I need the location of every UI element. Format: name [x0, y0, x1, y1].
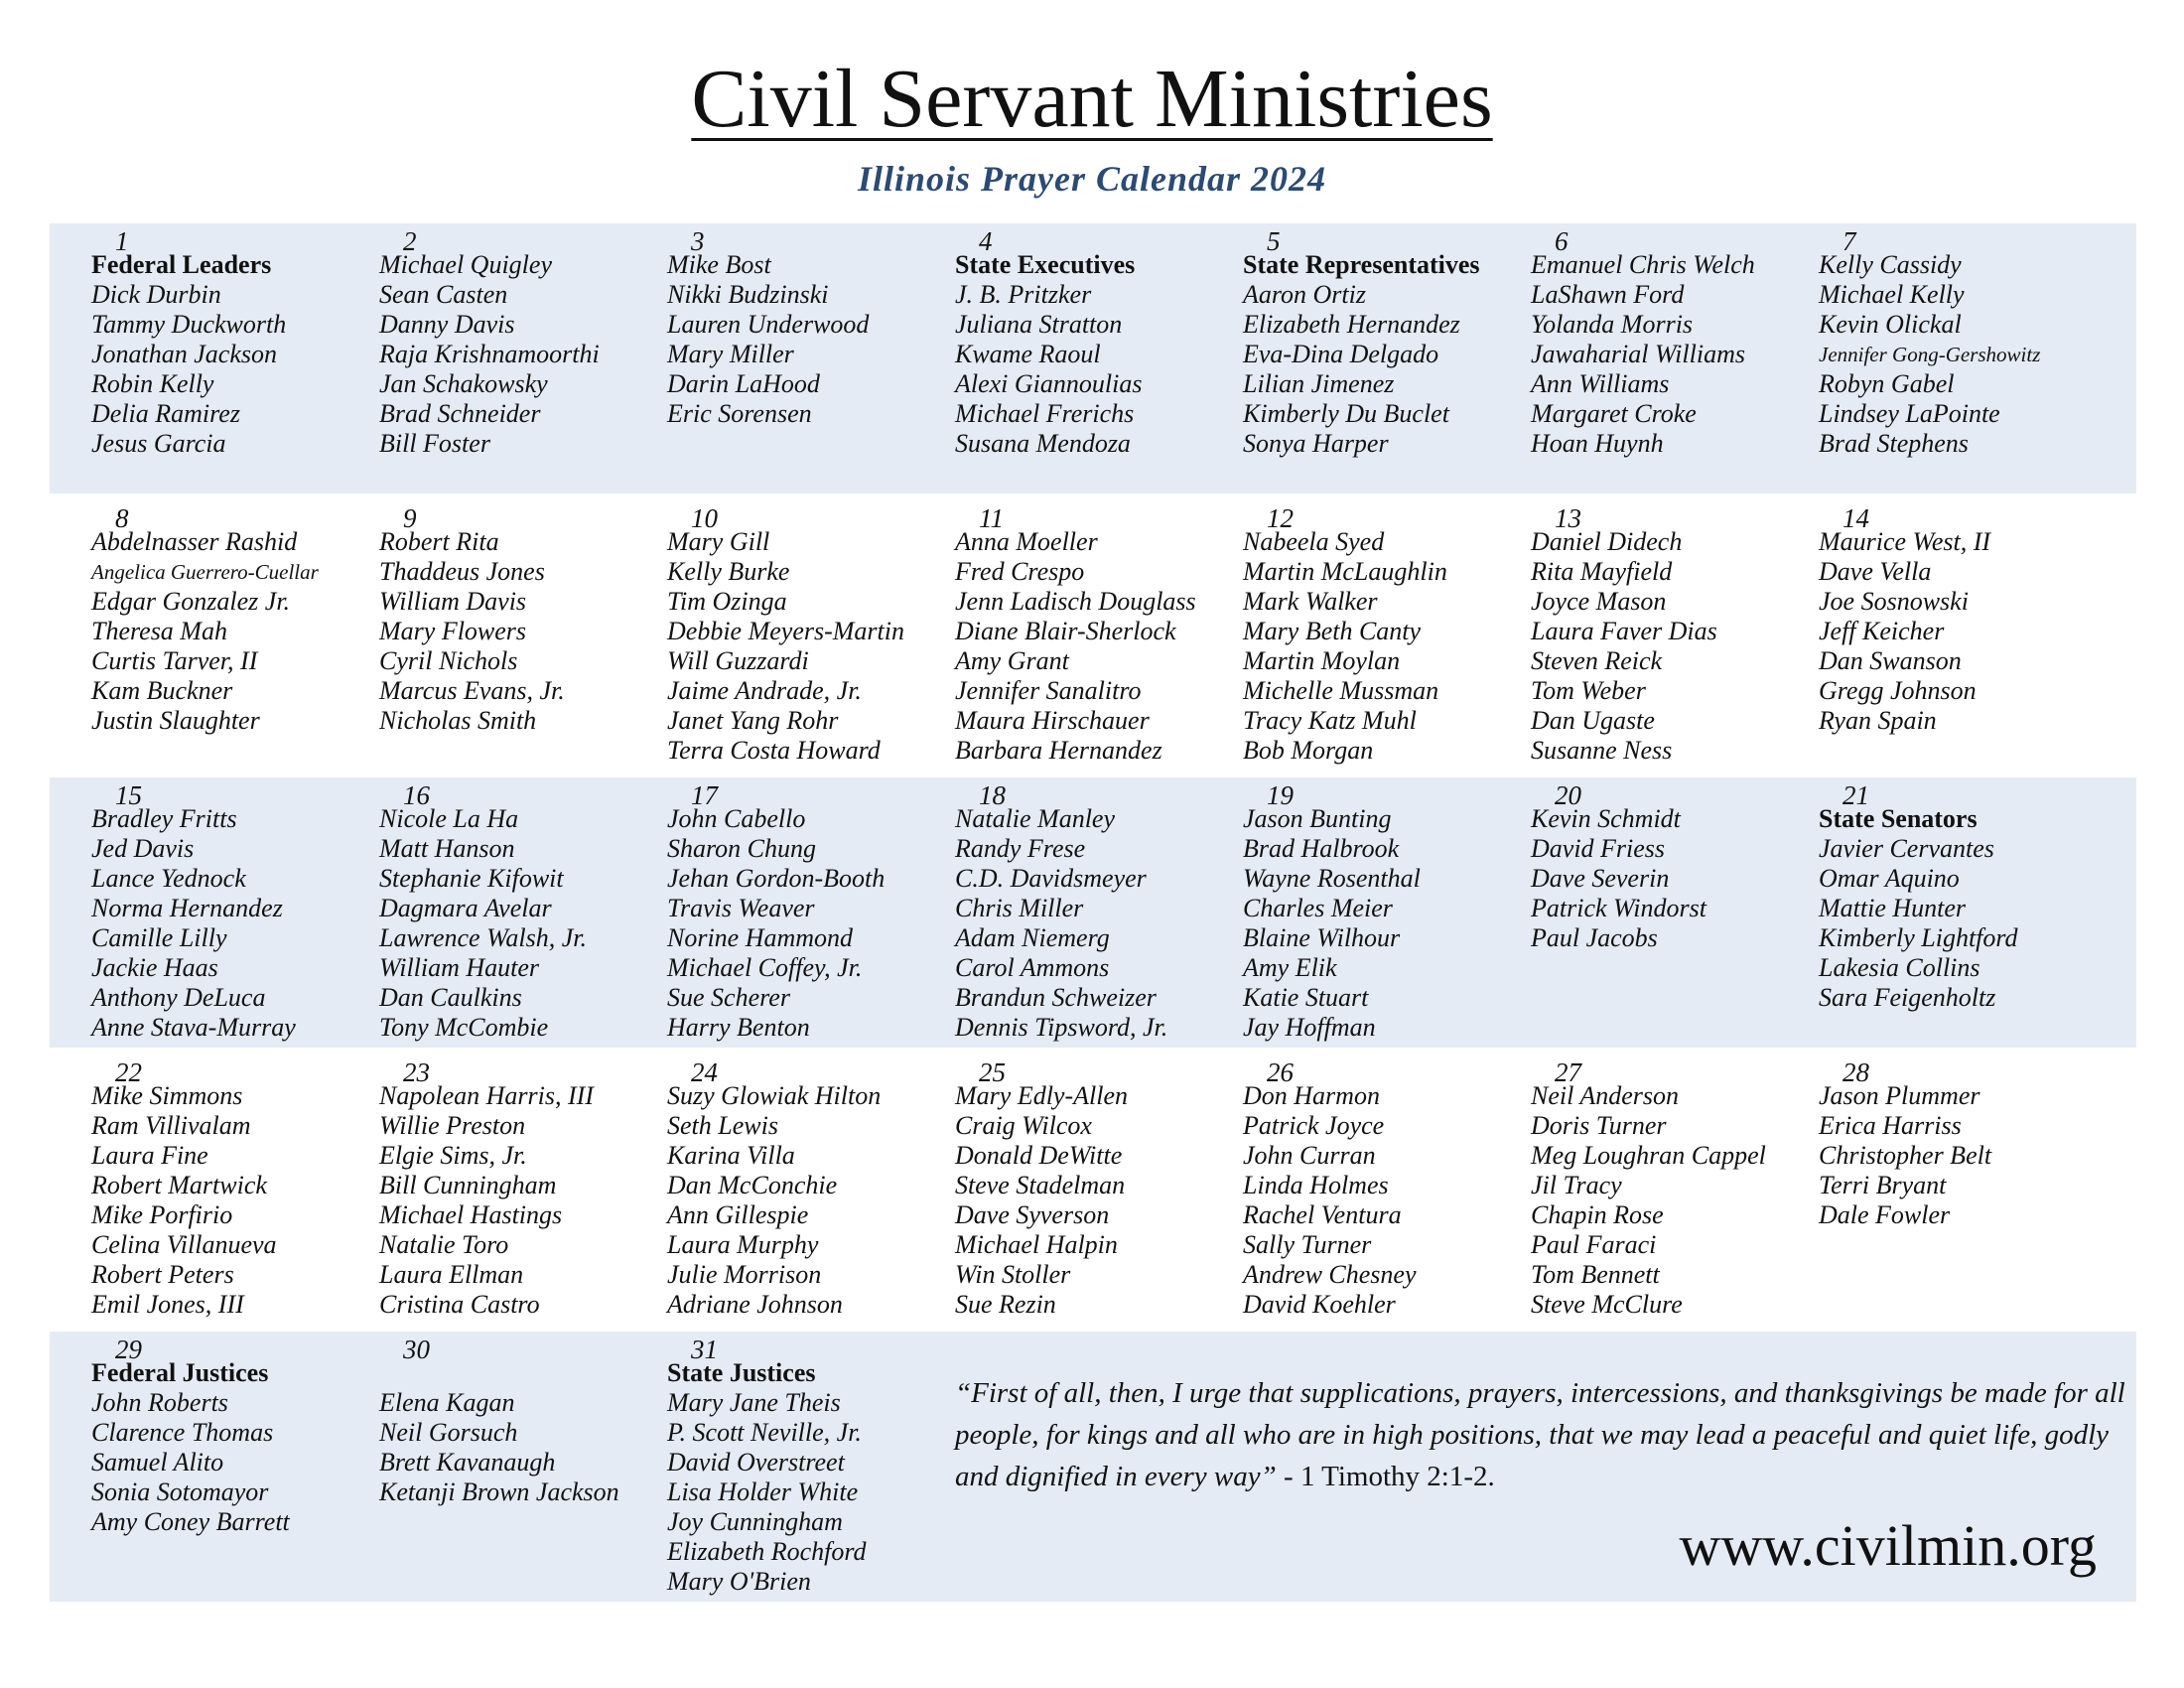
official-name: Lilian Jimenez — [1243, 369, 1395, 398]
official-name: Mary Miller — [667, 340, 794, 368]
page-subtitle: Illinois Prayer Calendar 2024 — [857, 159, 1327, 199]
official-name: Mike Bost — [667, 250, 771, 279]
official-name: Steve Stadelman — [955, 1171, 1126, 1199]
official-name: Justin Slaughter — [91, 706, 260, 735]
official-name: Dan Caulkins — [379, 983, 522, 1012]
official-name: Eric Sorensen — [667, 399, 812, 428]
official-name: Celina Villanueva — [91, 1230, 277, 1259]
official-name: Daniel Didech — [1531, 527, 1683, 556]
official-name: Brett Kavanaugh — [379, 1448, 556, 1477]
official-name: Brad Halbrook — [1243, 834, 1400, 863]
official-name: Ann Williams — [1531, 369, 1670, 398]
official-name: Blaine Wilhour — [1243, 923, 1401, 952]
name-list — [955, 250, 1142, 459]
official-name: Dagmara Avelar — [379, 894, 552, 922]
day-number: 9 — [403, 503, 417, 533]
official-name: Fred Crespo — [955, 557, 1085, 586]
day-number: 7 — [1843, 226, 1856, 256]
official-name: Mary Gill — [667, 527, 770, 556]
official-name: Andrew Chesney — [1243, 1260, 1417, 1289]
official-name: Dan McConchie — [667, 1171, 838, 1199]
official-name: Susanne Ness — [1531, 736, 1673, 765]
official-name: Raja Krishnamoorthi — [379, 340, 600, 368]
official-name: Craig Wilcox — [955, 1111, 1092, 1140]
official-name: Jason Plummer — [1819, 1081, 1980, 1110]
official-name: Natalie Manley — [955, 804, 1116, 833]
official-name: Linda Holmes — [1243, 1171, 1389, 1199]
official-name: Doris Turner — [1531, 1111, 1667, 1140]
official-name: John Cabello — [667, 804, 806, 833]
official-name: Ryan Spain — [1819, 706, 1937, 735]
official-name: John Curran — [1243, 1141, 1376, 1170]
official-name: William Hauter — [379, 953, 540, 982]
official-name: Win Stoller — [955, 1260, 1071, 1289]
official-name: Tony McCombie — [379, 1013, 549, 1042]
official-name: P. Scott Neville, Jr. — [667, 1418, 862, 1447]
official-name: Maura Hirschauer — [955, 706, 1150, 735]
official-name: Delia Ramirez — [91, 399, 240, 428]
official-name: Steven Reick — [1531, 646, 1663, 675]
official-name: Edgar Gonzalez Jr. — [91, 587, 291, 616]
name-list — [91, 1358, 290, 1537]
name-list — [379, 1081, 594, 1320]
official-name: Amy Grant — [955, 646, 1069, 675]
official-name: Dan Swanson — [1819, 646, 1962, 675]
day-number: 26 — [1267, 1057, 1294, 1087]
official-name: Bob Morgan — [1243, 736, 1374, 765]
official-name: Brad Stephens — [1819, 429, 1969, 458]
official-name: Eva-Dina Delgado — [1243, 340, 1439, 368]
name-list — [1819, 1081, 1991, 1230]
official-name: Margaret Croke — [1531, 399, 1697, 428]
official-name: Jehan Gordon-Booth — [667, 864, 886, 893]
official-name: Angelica Guerrero-Cuellar — [91, 560, 319, 584]
official-name: Jan Schakowsky — [379, 369, 548, 398]
name-list — [667, 250, 869, 429]
official-name: Chapin Rose — [1531, 1200, 1664, 1229]
official-name: Brandun Schweizer — [955, 983, 1157, 1012]
official-name: Sara Feigenholtz — [1819, 983, 1996, 1012]
official-name: Ketanji Brown Jackson — [379, 1477, 619, 1506]
name-list — [91, 1081, 277, 1320]
official-name: Robyn Gabel — [1819, 369, 1955, 398]
day-number: 25 — [979, 1057, 1006, 1087]
name-list — [91, 527, 319, 736]
official-name: Rita Mayfield — [1531, 557, 1673, 586]
official-name: Napolean Harris, III — [379, 1081, 594, 1110]
verse-reference: - 1 Timothy 2:1-2. — [1276, 1461, 1495, 1492]
official-name: Brad Schneider — [379, 399, 541, 428]
official-name: Michael Halpin — [955, 1230, 1118, 1259]
official-name: Alexi Giannoulias — [955, 369, 1143, 398]
official-name: Kimberly Du Buclet — [1243, 399, 1449, 428]
official-name: Nicholas Smith — [379, 706, 537, 735]
official-name: Will Guzzardi — [667, 646, 809, 675]
official-name: Travis Weaver — [667, 894, 815, 922]
official-name: Lisa Holder White — [667, 1477, 859, 1506]
official-name: Mary Flowers — [379, 617, 527, 645]
group-heading: State Justices — [667, 1358, 816, 1387]
official-name: Jason Bunting — [1243, 804, 1392, 833]
official-name: Mary Edly-Allen — [955, 1081, 1128, 1110]
official-name: Harry Benton — [667, 1013, 810, 1042]
name-list — [379, 527, 565, 736]
official-name: Adam Niemerg — [955, 923, 1110, 952]
official-name: Tom Weber — [1531, 676, 1646, 705]
name-list — [379, 804, 587, 1043]
official-name: Amy Elik — [1243, 953, 1337, 982]
group-heading: State Representatives — [1243, 250, 1480, 279]
day-number: 4 — [979, 226, 993, 256]
official-name: Neil Gorsuch — [379, 1418, 518, 1447]
official-name: Nicole La Ha — [379, 804, 519, 833]
official-name: Mary Beth Canty — [1243, 617, 1422, 645]
official-name: Paul Jacobs — [1531, 923, 1658, 952]
official-name: Jennifer Sanalitro — [955, 676, 1142, 705]
official-name: Elgie Sims, Jr. — [379, 1141, 527, 1170]
official-name: Anthony DeLuca — [91, 983, 266, 1012]
official-name: Charles Meier — [1243, 894, 1393, 922]
official-name: Gregg Johnson — [1819, 676, 1977, 705]
day-number: 11 — [979, 503, 1004, 533]
official-name: Kelly Cassidy — [1819, 250, 1962, 279]
official-name: Jed Davis — [91, 834, 195, 863]
official-name: Norma Hernandez — [91, 894, 283, 922]
official-name: Jil Tracy — [1531, 1171, 1622, 1199]
official-name: Neil Anderson — [1531, 1081, 1680, 1110]
official-name: Joyce Mason — [1531, 587, 1667, 616]
official-name: Suzy Glowiak Hilton — [667, 1081, 882, 1110]
official-name: Sharon Chung — [667, 834, 816, 863]
official-name: Chris Miller — [955, 894, 1084, 922]
day-number: 22 — [115, 1057, 142, 1087]
official-name: Jay Hoffman — [1243, 1013, 1376, 1042]
official-name: Elizabeth Hernandez — [1243, 310, 1460, 339]
official-name: Rachel Ventura — [1243, 1200, 1402, 1229]
official-name: Jenn Ladisch Douglass — [955, 587, 1196, 616]
official-name: Jennifer Gong-Gershowitz — [1819, 343, 2041, 366]
official-name: Susana Mendoza — [955, 429, 1131, 458]
official-name: Bradley Fritts — [91, 804, 237, 833]
name-list — [1243, 527, 1447, 766]
official-name: Juliana Stratton — [955, 310, 1123, 339]
official-name: Terra Costa Howard — [667, 736, 881, 765]
name-list — [91, 804, 296, 1043]
official-name: Diane Blair-Sherlock — [955, 617, 1176, 645]
name-list — [1531, 527, 1717, 766]
official-name: David Friess — [1531, 834, 1666, 863]
official-name: Theresa Mah — [91, 617, 227, 645]
official-name: Bill Foster — [379, 429, 490, 458]
official-name: Cyril Nichols — [379, 646, 518, 675]
official-name: Mike Porfirio — [91, 1200, 233, 1229]
official-name: Stephanie Kifowit — [379, 864, 564, 893]
official-name: Cristina Castro — [379, 1290, 540, 1319]
name-list — [667, 1358, 867, 1597]
day-number: 18 — [979, 780, 1006, 810]
official-name: Omar Aquino — [1819, 864, 1960, 893]
official-name: Anne Stava-Murray — [91, 1013, 296, 1042]
name-list — [1819, 527, 1990, 736]
official-name: Aaron Ortiz — [1243, 280, 1366, 309]
official-name: Robert Peters — [91, 1260, 234, 1289]
day-number: 29 — [115, 1335, 142, 1364]
official-name: Emil Jones, III — [91, 1290, 244, 1319]
official-name: C.D. Davidsmeyer — [955, 864, 1147, 893]
official-name: Martin Moylan — [1243, 646, 1401, 675]
official-name: Nabeela Syed — [1243, 527, 1385, 556]
official-name: Natalie Toro — [379, 1230, 509, 1259]
official-name: Martin McLaughlin — [1243, 557, 1447, 586]
name-list — [379, 250, 600, 459]
name-list — [1531, 250, 1755, 459]
official-name: Mary Jane Theis — [667, 1388, 841, 1417]
website-link[interactable]: www.civilmin.org — [1679, 1513, 2097, 1578]
day-number: 8 — [115, 503, 129, 533]
official-name: Wayne Rosenthal — [1243, 864, 1421, 893]
day-number: 23 — [403, 1057, 430, 1087]
name-list — [667, 804, 885, 1043]
day-number: 14 — [1843, 503, 1869, 533]
official-name: Jackie Haas — [91, 953, 218, 982]
official-name: Patrick Windorst — [1531, 894, 1706, 922]
official-name: Robert Rita — [379, 527, 499, 556]
official-name: Michael Quigley — [379, 250, 552, 279]
official-name: Sonia Sotomayor — [91, 1477, 269, 1506]
official-name: Karina Villa — [667, 1141, 795, 1170]
official-name: Elena Kagan — [379, 1388, 515, 1417]
official-name: Lawrence Walsh, Jr. — [379, 923, 587, 952]
official-name: Lance Yednock — [91, 864, 246, 893]
official-name: Jonathan Jackson — [91, 340, 278, 368]
day-number: 12 — [1267, 503, 1294, 533]
name-list — [667, 1081, 881, 1320]
official-name: Clarence Thomas — [91, 1418, 274, 1447]
official-name: Dave Syverson — [955, 1200, 1110, 1229]
day-number: 5 — [1267, 226, 1281, 256]
official-name: Dennis Tipsword, Jr. — [955, 1013, 1168, 1042]
official-name: Kevin Olickal — [1819, 310, 1962, 339]
official-name: Christopher Belt — [1819, 1141, 1992, 1170]
name-list — [1819, 250, 2040, 459]
official-name: Bill Cunningham — [379, 1171, 557, 1199]
name-list — [1819, 804, 2018, 1013]
official-name: Laura Fine — [91, 1141, 208, 1170]
official-name: Nikki Budzinski — [667, 280, 829, 309]
official-name: Erica Harriss — [1819, 1111, 1962, 1140]
day-number: 28 — [1843, 1057, 1869, 1087]
official-name — [379, 1358, 619, 1388]
official-name: Tom Bennett — [1531, 1260, 1660, 1289]
official-name: Mattie Hunter — [1819, 894, 1967, 922]
official-name: Joy Cunningham — [667, 1507, 843, 1536]
official-name: Jeff Keicher — [1819, 617, 1945, 645]
official-name: Mark Walker — [1243, 587, 1378, 616]
day-number: 20 — [1555, 780, 1581, 810]
official-name: Jaime Andrade, Jr. — [667, 676, 862, 705]
name-list — [667, 527, 904, 766]
official-name: Kwame Raoul — [955, 340, 1101, 368]
official-name: Ann Gillespie — [667, 1200, 809, 1229]
official-name: Samuel Alito — [91, 1448, 224, 1477]
official-name: Laura Murphy — [667, 1230, 819, 1259]
official-name: Dick Durbin — [91, 280, 221, 309]
official-name: Tammy Duckworth — [91, 310, 287, 339]
official-name: Tracy Katz Muhl — [1243, 706, 1417, 735]
official-name: Adriane Johnson — [667, 1290, 843, 1319]
official-name: Abdelnasser Rashid — [91, 527, 298, 556]
official-name: Hoan Huynh — [1531, 429, 1664, 458]
official-name: Willie Preston — [379, 1111, 526, 1140]
official-name: Don Harmon — [1243, 1081, 1380, 1110]
group-heading: Federal Leaders — [91, 250, 272, 279]
official-name: John Roberts — [91, 1388, 228, 1417]
official-name: Javier Cervantes — [1819, 834, 1994, 863]
official-name: Janet Yang Rohr — [667, 706, 839, 735]
official-name: Lakesia Collins — [1819, 953, 1980, 982]
verse-text: “First of all, then, I urge that supplications, prayers, intercessions, and thanksgivings be made for all people, for kings and all who are in high positions, that we may lead a peaceful and quiet life, godly and dignified in every way” — [955, 1377, 2125, 1492]
official-name: Sean Casten — [379, 280, 508, 309]
official-name: Randy Frese — [955, 834, 1086, 863]
day-number: 13 — [1555, 503, 1581, 533]
official-name: Anna Moeller — [955, 527, 1098, 556]
official-name: Michael Hastings — [379, 1200, 563, 1229]
day-number: 17 — [691, 780, 718, 810]
official-name: Carol Ammons — [955, 953, 1110, 982]
name-list — [1243, 804, 1421, 1043]
official-name: Lindsey LaPointe — [1819, 399, 2000, 428]
name-list — [1531, 1081, 1766, 1320]
official-name: Lauren Underwood — [667, 310, 870, 339]
group-heading: State Executives — [955, 250, 1136, 279]
official-name: Mike Simmons — [91, 1081, 243, 1110]
official-name: LaShawn Ford — [1531, 280, 1685, 309]
name-list — [1243, 1081, 1417, 1320]
day-number: 27 — [1555, 1057, 1581, 1087]
official-name: Michelle Mussman — [1243, 676, 1439, 705]
official-name: Joe Sosnowski — [1819, 587, 1969, 616]
group-heading: State Senators — [1819, 804, 1978, 833]
official-name: Terri Bryant — [1819, 1171, 1947, 1199]
official-name: Michael Kelly — [1819, 280, 1965, 309]
official-name: Kevin Schmidt — [1531, 804, 1681, 833]
official-name: Julie Morrison — [667, 1260, 822, 1289]
official-name: Steve McClure — [1531, 1290, 1683, 1319]
group-heading: Federal Justices — [91, 1358, 269, 1387]
day-number: 16 — [403, 780, 430, 810]
official-name: J. B. Pritzker — [955, 280, 1092, 309]
official-name: Meg Loughran Cappel — [1531, 1141, 1766, 1170]
name-list — [955, 1081, 1128, 1320]
official-name: David Koehler — [1243, 1290, 1396, 1319]
official-name: Michael Coffey, Jr. — [667, 953, 863, 982]
official-name: Kimberly Lightford — [1819, 923, 2018, 952]
official-name: Sonya Harper — [1243, 429, 1389, 458]
official-name: Kam Buckner — [91, 676, 233, 705]
official-name: Sue Rezin — [955, 1290, 1056, 1319]
official-name: Curtis Tarver, II — [91, 646, 258, 675]
official-name: Robert Martwick — [91, 1171, 267, 1199]
official-name: William Davis — [379, 587, 527, 616]
official-name: Jesus Garcia — [91, 429, 226, 458]
name-list — [955, 804, 1167, 1043]
official-name: Ram Villivalam — [91, 1111, 251, 1140]
official-name: Thaddeus Jones — [379, 557, 545, 586]
official-name: Mary O'Brien — [667, 1567, 811, 1596]
official-name: Dave Vella — [1819, 557, 1932, 586]
official-name: Camille Lilly — [91, 923, 227, 952]
official-name: Sally Turner — [1243, 1230, 1372, 1259]
official-name: Maurice West, II — [1819, 527, 1991, 556]
name-list — [91, 250, 286, 459]
official-name: Laura Faver Dias — [1531, 617, 1717, 645]
name-list — [955, 527, 1196, 766]
official-name: Dale Fowler — [1819, 1200, 1951, 1229]
day-number: 30 — [403, 1335, 430, 1364]
official-name: Katie Stuart — [1243, 983, 1369, 1012]
official-name: Yolanda Morris — [1531, 310, 1694, 339]
day-number: 21 — [1843, 780, 1869, 810]
official-name: Tim Ozinga — [667, 587, 787, 616]
official-name: Elizabeth Rochford — [667, 1537, 867, 1566]
name-list — [1243, 250, 1480, 459]
day-number: 10 — [691, 503, 718, 533]
day-number: 6 — [1555, 226, 1569, 256]
name-list — [379, 1358, 619, 1507]
day-number: 19 — [1267, 780, 1294, 810]
official-name: Dan Ugaste — [1531, 706, 1655, 735]
official-name: Debbie Meyers-Martin — [667, 617, 904, 645]
official-name: Seth Lewis — [667, 1111, 778, 1140]
official-name: Paul Faraci — [1531, 1230, 1657, 1259]
official-name: Emanuel Chris Welch — [1531, 250, 1755, 279]
day-number: 15 — [115, 780, 142, 810]
official-name: Amy Coney Barrett — [91, 1507, 290, 1536]
official-name: Donald DeWitte — [955, 1141, 1123, 1170]
official-name: Danny Davis — [379, 310, 515, 339]
scripture-quote — [955, 1372, 2126, 1497]
official-name: Jawaharial Williams — [1531, 340, 1745, 368]
page-title: Civil Servant Ministries — [691, 53, 1493, 145]
official-name: Laura Ellman — [379, 1260, 524, 1289]
official-name: Sue Scherer — [667, 983, 790, 1012]
official-name: Darin LaHood — [667, 369, 820, 398]
official-name: Robin Kelly — [91, 369, 214, 398]
official-name: David Overstreet — [667, 1448, 845, 1477]
day-number: 24 — [691, 1057, 718, 1087]
official-name: Kelly Burke — [667, 557, 790, 586]
official-name: Marcus Evans, Jr. — [379, 676, 565, 705]
official-name: Norine Hammond — [667, 923, 854, 952]
day-number: 31 — [691, 1335, 718, 1364]
official-name: Patrick Joyce — [1243, 1111, 1385, 1140]
day-number: 2 — [403, 226, 417, 256]
official-name: Dave Severin — [1531, 864, 1670, 893]
official-name: Barbara Hernandez — [955, 736, 1162, 765]
name-list — [1531, 804, 1706, 953]
official-name: Matt Hanson — [379, 834, 515, 863]
day-number: 1 — [115, 226, 129, 256]
official-name: Michael Frerichs — [955, 399, 1135, 428]
day-number: 3 — [691, 226, 705, 256]
